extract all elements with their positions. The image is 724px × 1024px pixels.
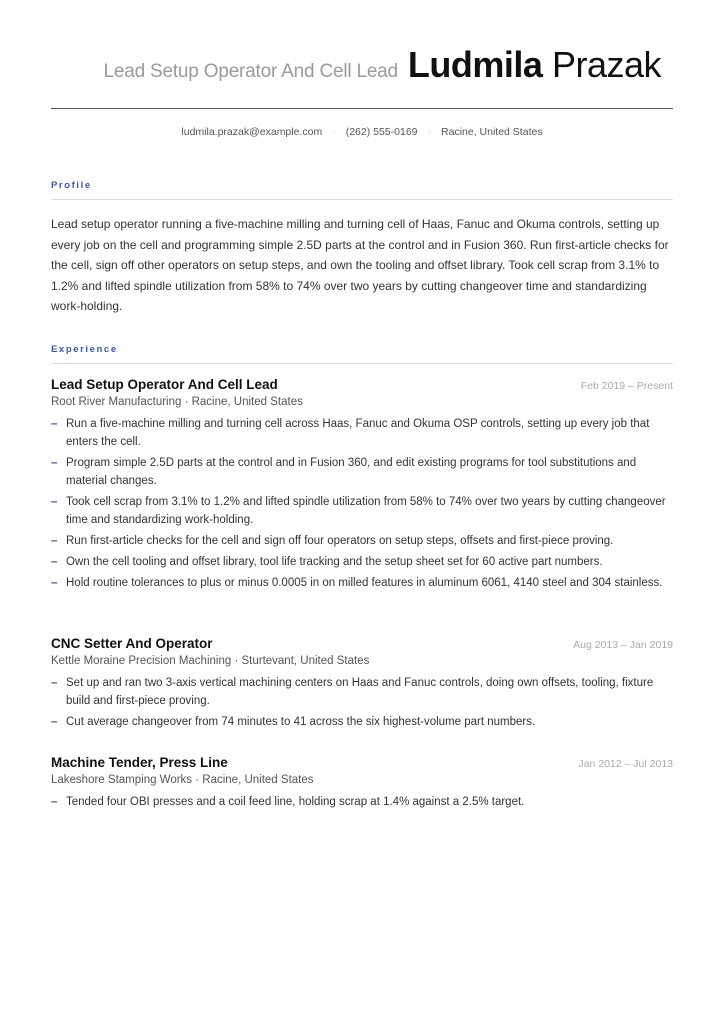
job-bullets	[51, 674, 673, 731]
bullet-item	[51, 415, 673, 451]
header-divider	[51, 108, 673, 109]
bullet-dash: –	[51, 716, 58, 728]
bullet-dash: –	[51, 677, 58, 689]
job-title: Lead Setup Operator And Cell Lead	[51, 377, 278, 392]
contact-separator: ·	[427, 126, 432, 138]
bullet-dash: –	[51, 577, 58, 589]
job-bullets	[51, 415, 673, 592]
headline: Lead Setup Operator And Cell Lead	[103, 61, 398, 82]
contact-location: Racine, United States	[441, 126, 543, 138]
section-divider	[51, 199, 673, 200]
bullet-text: Hold routine tolerances to plus or minus 0.0005 in on milled features in aluminum 6061, 4140 steel and 304 stainless.	[66, 577, 663, 589]
contact-email[interactable]: ludmila.prazak@example.com	[181, 126, 323, 138]
contact-line	[51, 126, 673, 138]
bullet-item	[51, 454, 673, 490]
job-entry	[51, 755, 673, 814]
bullet-text: Tended four OBI presses and a coil feed line, holding scrap at 1.4% against a 2.5% target.	[66, 796, 525, 808]
bullet-text: Own the cell tooling and offset library, tool life tracking and the setup sheet set for 60 active part numbers.	[66, 556, 603, 568]
job-dates: Jan 2012 – Jul 2013	[578, 758, 673, 770]
bullet-text: Program simple 2.5D parts at the control and in Fusion 360, and edit existing programs for tool substitutions and material changes.	[66, 457, 637, 487]
bullet-item	[51, 793, 673, 811]
bullet-text: Run first-article checks for the cell and sign off four operators on setup steps, offsets and first-piece proving.	[66, 535, 614, 547]
section-divider	[51, 363, 673, 364]
resume-header	[103, 44, 661, 86]
bullet-item	[51, 493, 673, 529]
bullet-text: Cut average changeover from 74 minutes to 41 across the six highest-volume part numbers.	[66, 716, 536, 728]
bullet-dash: –	[51, 535, 58, 547]
contact-separator: ·	[332, 126, 336, 138]
job-title: CNC Setter And Operator	[51, 636, 213, 651]
bullet-dash: –	[51, 796, 58, 808]
bullet-item	[51, 674, 673, 710]
job-entry	[51, 636, 673, 734]
job-organization: Root River Manufacturing · Racine, United States	[51, 396, 303, 408]
bullet-item	[51, 713, 673, 731]
bullet-dash: –	[51, 457, 58, 469]
job-organization: Lakeshore Stamping Works · Racine, United States	[51, 774, 314, 786]
bullet-item	[51, 532, 673, 550]
last-name: Prazak	[551, 44, 661, 85]
bullet-dash: –	[51, 418, 58, 430]
bullet-dash: –	[51, 496, 58, 508]
candidate-name	[408, 44, 661, 86]
job-dates: Feb 2019 – Present	[580, 380, 673, 392]
job-entry	[51, 377, 673, 595]
job-bullets	[51, 793, 673, 811]
first-name: Ludmila	[407, 44, 543, 85]
bullet-item	[51, 553, 673, 571]
contact-phone[interactable]: (262) 555-0169	[345, 126, 418, 138]
profile-summary: Lead setup operator running a five-machine milling and turning cell of Haas, Fanuc and Okuma controls, setting up every job on the cell and programming simple 2.5D parts at the control and in Fusion 360. Run first-article checks for the cell, sign off other operators on setup steps, and own the tooling and offset library. Took cell scrap from 3.1% to 1.2% and lifted spindle utilization from 58% to 74% over two years by cutting changeover time and standardizing work-holding.	[51, 217, 669, 314]
bullet-text: Set up and ran two 3-axis vertical machining centers on Haas and Fanuc controls, doing own offsets, tooling, fixture build and first-piece proving.	[66, 677, 654, 707]
bullet-text: Run a five-machine milling and turning cell across Haas, Fanuc and Okuma OSP controls, setting up every job that enters the cell.	[66, 418, 650, 448]
bullet-dash: –	[51, 556, 58, 568]
job-organization: Kettle Moraine Precision Machining · Sturtevant, United States	[51, 655, 370, 667]
job-dates: Aug 2013 – Jan 2019	[573, 639, 673, 651]
section-title-profile: Profile	[51, 180, 92, 191]
section-title-experience: Experience	[51, 344, 118, 355]
bullet-item	[51, 574, 673, 592]
job-title: Machine Tender, Press Line	[51, 755, 228, 770]
bullet-text: Took cell scrap from 3.1% to 1.2% and lifted spindle utilization from 58% to 74% over two years by cutting changeover time and standardizing work-holding.	[66, 496, 666, 526]
